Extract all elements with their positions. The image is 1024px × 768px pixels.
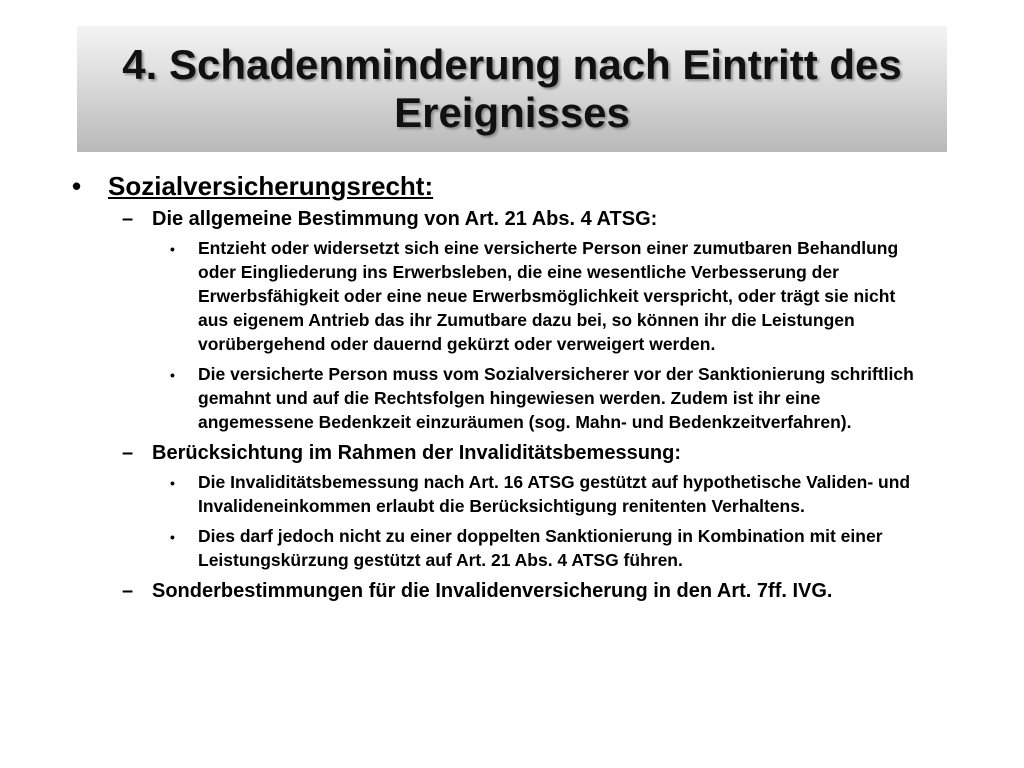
subheading: Die allgemeine Bestimmung von Art. 21 Abs. 4 ATSG: <box>152 208 658 230</box>
bullet-level1 <box>72 170 952 202</box>
title-banner <box>77 26 947 152</box>
bullet-level2 <box>122 440 952 466</box>
bullet-level2 <box>122 206 952 232</box>
bullet-icon: • <box>170 475 175 491</box>
point-text: Die Invaliditätsbemessung nach Art. 16 ATSG gestützt auf hypothetische Validen- und Invalideneinkommen erlaubt die Berücksichtigung renitenten Verhaltens. <box>198 472 911 516</box>
bullet-icon: • <box>170 529 175 545</box>
point-text: Entzieht oder widersetzt sich eine versicherte Person einer zumutbaren Behandlung oder Eingliederung ins Erwerbsleben, die eine wesentliche Verbesserung der Erwerbsfähigkeit oder eine neue Erwerbsmöglichkeit verspricht, oder trägt sie nicht aus eigenem Antrieb das ihr Zumutbare dazu bei, so können ihr die Leistungen vorübergehend oder dauernd gekürzt oder verweigert werden. <box>198 238 899 354</box>
dash-icon: – <box>122 580 134 602</box>
bullet-level2 <box>122 578 952 604</box>
bullet-heading: Sozialversicherungsrecht: <box>108 171 434 201</box>
bullet-level3 <box>170 362 952 434</box>
slide-title: 4. Schadenminderung nach Eintritt des Ereignisses <box>122 41 902 136</box>
bullet-icon: • <box>170 367 175 383</box>
bullet-icon: • <box>170 241 175 257</box>
bullet-level3 <box>170 524 952 572</box>
bullet-level3 <box>170 470 952 518</box>
slide-content <box>72 170 952 608</box>
dash-icon: – <box>122 208 134 230</box>
subheading: Berücksichtung im Rahmen der Invaliditätsbemessung: <box>152 442 682 464</box>
point-text: Dies darf jedoch nicht zu einer doppelten Sanktionierung in Kombination mit einer Leistungskürzung gestützt auf Art. 21 Abs. 4 ATSG führen. <box>198 526 883 570</box>
point-text: Die versicherte Person muss vom Sozialversicherer vor der Sanktionierung schriftlich gemahnt und auf die Rechtsfolgen hingewiesen werden. Zudem ist ihr eine angemessene Bedenkzeit einzuräumen (sog. Mahn- und Bedenkzeitverfahren). <box>198 364 914 432</box>
bullet-level3 <box>170 236 952 356</box>
bullet-icon: • <box>72 171 82 201</box>
subheading: Sonderbestimmungen für die Invalidenversicherung in den Art. 7ff. IVG. <box>152 580 833 602</box>
dash-icon: – <box>122 442 134 464</box>
